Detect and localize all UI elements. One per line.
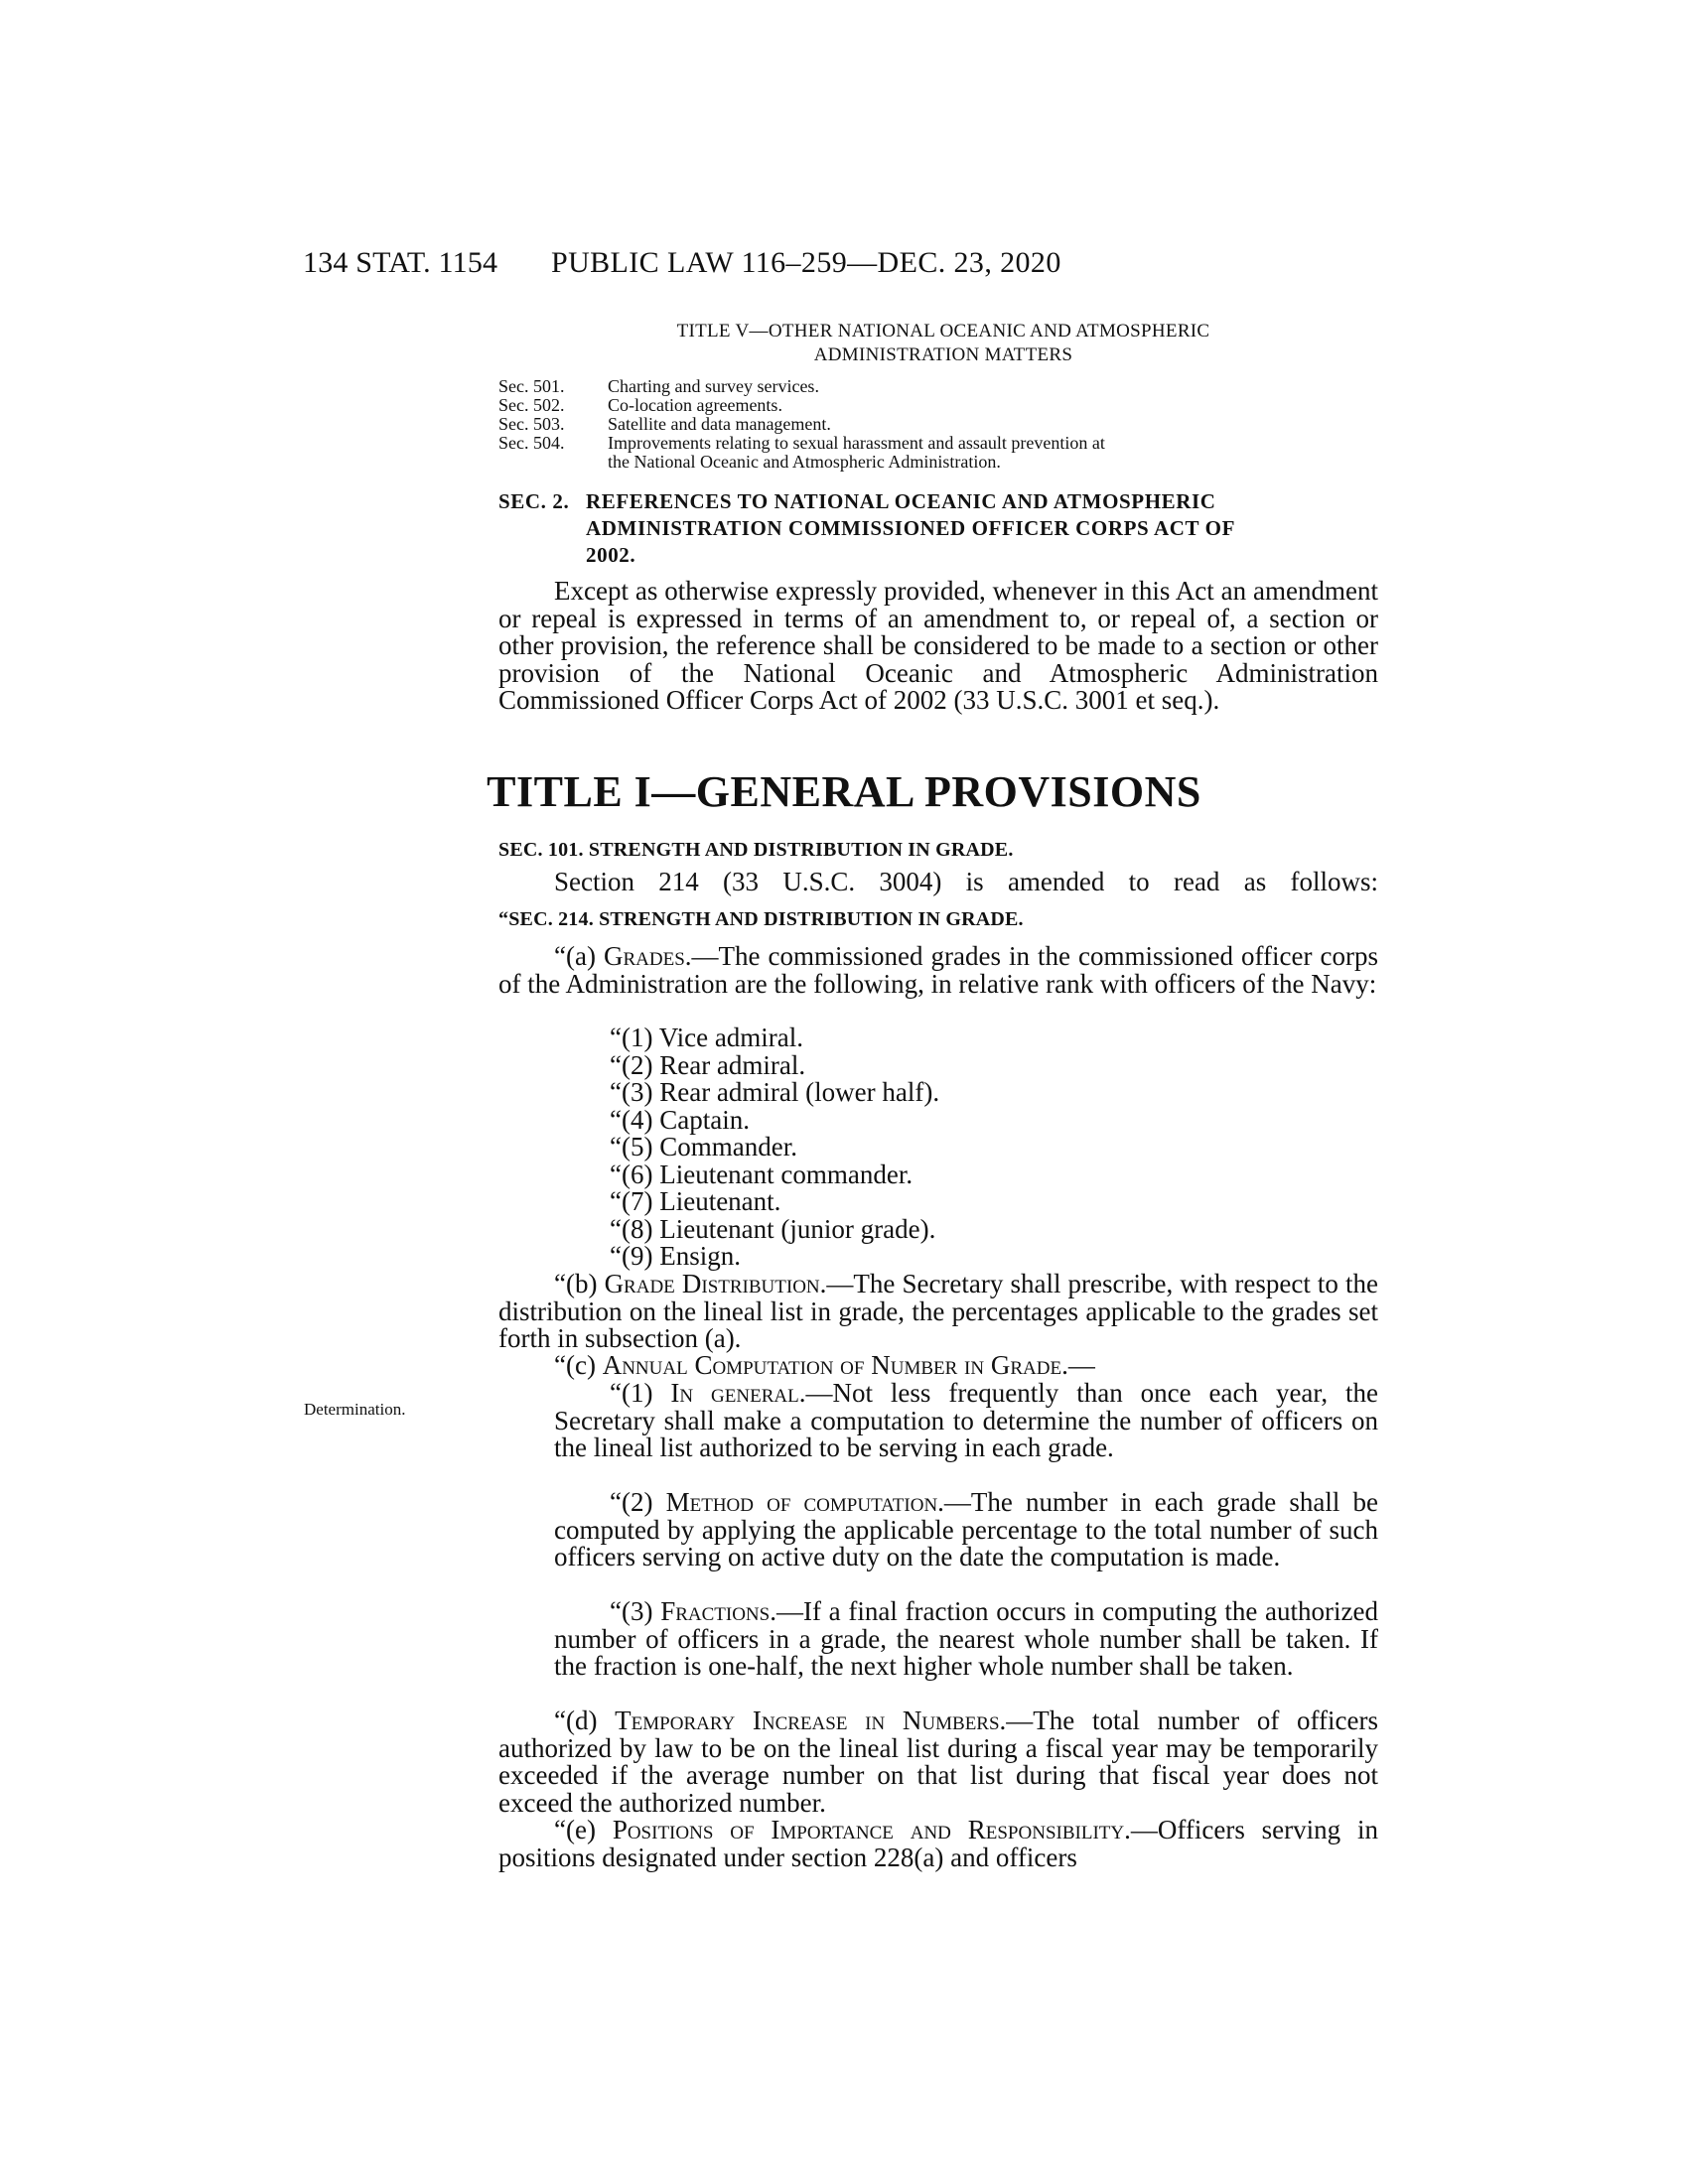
toc-item-text: Charting and survey services.	[608, 376, 819, 396]
toc-item-number: Sec. 503.	[498, 414, 565, 434]
subsection-a-label: Grades	[603, 941, 685, 971]
section-2-heading-line-1: REFERENCES TO NATIONAL OCEANIC AND ATMOSPHERIC	[586, 489, 1216, 513]
subsection-e-label: Positions of Importance and Responsibility	[612, 1815, 1125, 1844]
subsection-d-text: .—The total number of officers authorized by law to be on the lineal list during a fiscal year may be temporarily exceeded if the average number on that list during that fiscal year does not exceed the authorized number.	[498, 1706, 1378, 1818]
subsection-d-label: Temporary Increase in Numbers	[615, 1706, 1000, 1735]
subsection-a-text: .—The commissioned grades in the commissioned officer corps of the Administration are the following, in relative rank with officers of the Navy:	[498, 941, 1379, 999]
subsection-b-open: “(b)	[554, 1269, 605, 1298]
stat-citation: 134 STAT. 1154	[303, 246, 498, 279]
section-2-heading-line-3: 2002.	[586, 543, 636, 567]
section-2-heading	[498, 488, 1392, 569]
toc-title-line-2: ADMINISTRATION MATTERS	[813, 344, 1073, 365]
paragraph-c3-text: .—If a final fraction occurs in computing the authorized number of officers in a grade, the nearest whole number shall be taken. If the fraction is one-half, the next higher whole number shall be taken.	[554, 1596, 1378, 1681]
grade-item: “(7) Lieutenant.	[610, 1186, 781, 1216]
section-101-heading: SEC. 101. STRENGTH AND DISTRIBUTION IN GRADE.	[498, 839, 1014, 861]
subsection-d	[498, 1707, 1378, 1817]
toc-item-text: Improvements relating to sexual harassment and assault prevention at	[608, 433, 1105, 453]
paragraph-c1	[554, 1380, 1378, 1462]
paragraph-c3-open: “(3)	[610, 1596, 661, 1626]
table-of-contents	[498, 377, 1392, 472]
toc-item-text: Satellite and data management.	[608, 414, 831, 434]
toc-item-number: Sec. 502.	[498, 395, 565, 415]
toc-item	[498, 415, 1392, 434]
subsection-e	[498, 1817, 1378, 1871]
title-i-heading: TITLE I—GENERAL PROVISIONS	[487, 767, 1201, 816]
public-law-citation: PUBLIC LAW 116–259—DEC. 23, 2020	[551, 246, 1061, 279]
subsection-c-label: Annual Computation of Number in Grade	[602, 1350, 1062, 1380]
subsection-c	[498, 1352, 1378, 1380]
toc-item-text: Co-location agreements.	[608, 395, 782, 415]
toc-item-number: Sec. 501.	[498, 376, 565, 396]
paragraph-c1-open: “(1)	[610, 1378, 671, 1408]
subsection-e-text: .—Officers serving in positions designated under section 228(a) and officers	[498, 1815, 1379, 1872]
paragraph-c2-text: .—The number in each grade shall be computed by applying the applicable percentage to the total number of such officers serving on active duty on the date the computation is made.	[554, 1487, 1379, 1571]
paragraph-c2-open: “(2)	[610, 1487, 666, 1517]
subsection-e-open: “(e)	[554, 1815, 613, 1844]
toc-item	[498, 434, 1392, 453]
subsection-b-label: Grade Distribution	[604, 1269, 820, 1298]
paragraph-c3	[554, 1598, 1378, 1681]
section-2-number: SEC. 2.	[498, 489, 570, 513]
paragraph-c1-label: In general	[670, 1378, 799, 1408]
grade-item: “(8) Lieutenant (junior grade).	[610, 1213, 936, 1244]
paragraph-c1-text: .—Not less frequently than once each year, the Secretary shall make a computation to determine the number of officers on the lineal list authorized to be serving in each grade.	[554, 1378, 1378, 1462]
grade-item: “(3) Rear admiral (lower half).	[610, 1077, 940, 1107]
paragraph-c3-label: Fractions	[660, 1596, 771, 1626]
section-101-intro: Section 214 (33 U.S.C. 3004) is amended to read as follows:	[554, 867, 1378, 896]
subsection-d-open: “(d)	[554, 1706, 616, 1735]
grade-item: “(9) Ensign.	[610, 1241, 741, 1271]
grade-item: “(6) Lieutenant commander.	[610, 1159, 914, 1189]
margin-note: Determination.	[304, 1400, 406, 1419]
grade-item: “(2) Rear admiral.	[610, 1049, 806, 1080]
toc-item-number: Sec. 504.	[498, 433, 565, 453]
grade-item: “(1) Vice admiral.	[610, 1023, 804, 1052]
toc-item-continuation: the National Oceanic and Atmospheric Administration.	[608, 452, 1001, 472]
subsection-b	[498, 1271, 1378, 1353]
grades-list	[610, 1024, 939, 1271]
subsection-b-text: .—The Secretary shall prescribe, with respect to the distribution on the lineal list in grade, the percentages applicable to the grades set forth in subsection (a).	[498, 1269, 1379, 1353]
toc-item	[498, 396, 1392, 415]
paragraph-c2	[554, 1489, 1378, 1571]
section-2-body: Except as otherwise expressly provided, whenever in this Act an amendment or repeal is expressed in terms of an amendment to, or repeal of, a section or other provision, the reference shall be considered to be made to a section or other provision of the National Oceanic and Atmospheric Administration Commissioned Officer Corps Act of 2002 (33 U.S.C. 3001 et seq.).	[498, 576, 1378, 715]
page-header	[0, 246, 1688, 286]
subsection-c-text: .—	[1061, 1350, 1095, 1380]
toc-item	[498, 377, 1392, 396]
section-2-heading-line-2: ADMINISTRATION COMMISSIONED OFFICER CORPS ACT OF	[586, 516, 1236, 540]
section-214-heading: “SEC. 214. STRENGTH AND DISTRIBUTION IN GRADE.	[498, 908, 1024, 930]
subsection-c-open: “(c)	[554, 1350, 603, 1380]
toc-title-line-1: TITLE V—OTHER NATIONAL OCEANIC AND ATMOSPHERIC	[676, 321, 1210, 341]
paragraph-c2-label: Method of computation	[665, 1487, 938, 1517]
subsection-a-open: “(a)	[554, 941, 604, 971]
subsection-a	[498, 943, 1378, 998]
grade-item: “(5) Commander.	[610, 1132, 797, 1161]
grade-item: “(4) Captain.	[610, 1104, 750, 1135]
toc-title-v	[496, 320, 1390, 367]
